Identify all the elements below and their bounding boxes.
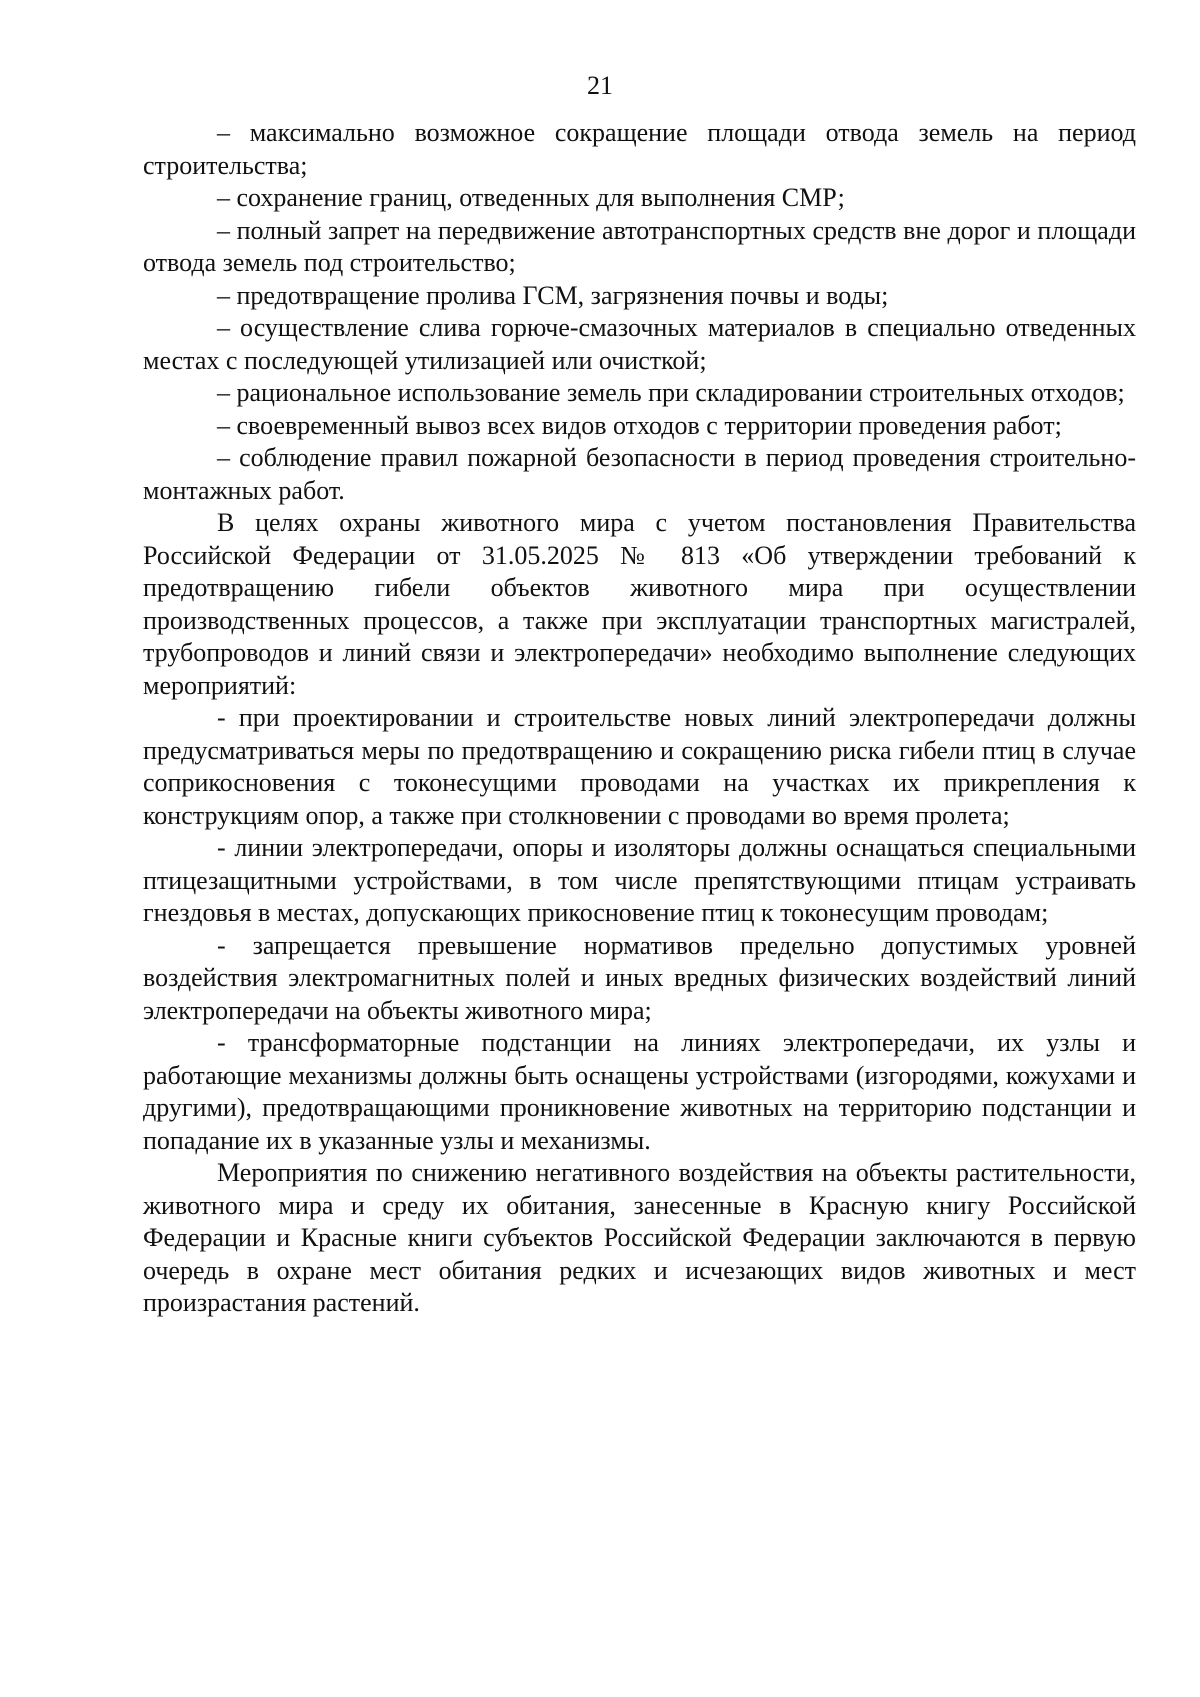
bullet-prevent-fuel-spill: – предотвращение пролива ГСМ, загрязнения почвы и воды; bbox=[217, 280, 889, 310]
bullet-preserve-boundaries: – сохранение границ, отведенных для выполнения СМР; bbox=[217, 183, 845, 212]
bullet-vehicle-ban: – полный запрет на передвижение автотранспортных средств вне дорог и площади отвода земель под строительство; bbox=[143, 215, 1136, 277]
bullet-emf-limits: - запрещается превышение нормативов предельно допустимых уровней воздействия электромагнитных полей и иных вредных физических воздействий линий электропередачи на объекты животного мира; bbox=[143, 930, 1136, 1025]
document-body bbox=[143, 117, 1136, 1320]
page-number: 21 bbox=[587, 71, 613, 100]
bullet-lubricant-drain: – осуществление слива горюче-смазочных материалов в специально отведенных местах с последующей утилизацией или очисткой; bbox=[143, 313, 1136, 375]
bullet-bird-protection-devices: - линии электропередачи, опоры и изоляторы должны оснащаться специальными птицезащитными устройствами, в том числе препятствующими птицам устраивать гнездовья в местах, допускающих прикосновение птиц к токонесущим проводам; bbox=[143, 833, 1136, 927]
red-book-measures: Мероприятия по снижению негативного воздействия на объекты растительности, животного мира и среду их обитания, занесенные в Красную книгу Российской Федерации и Красные книги субъектов Российской Федерации заключаются в первую очередь в охране мест обитания редких и исчезающих видов животных и мест произрастания растений. bbox=[143, 1158, 1136, 1317]
bullet-power-line-design: - при проектировании и строительстве новых линий электропередачи должны предусматриваться меры по предотвращению и сокращению риска гибели птиц в случае соприкосновения с токонесущими проводами на участках их прикрепления к конструкциям опор, а также при столкновении с проводами во время пролета; bbox=[143, 703, 1136, 830]
bullet-rational-land-use: – рациональное использование земель при складировании строительных отходов; bbox=[217, 378, 1125, 407]
bullet-waste-removal: – своевременный вывоз всех видов отходов с территории проведения работ; bbox=[217, 410, 1062, 440]
wildlife-protection-intro: В целях охраны животного мира с учетом постановления Правительства Российской Федерации от 31.05.2025 № 813 «Об утверждении требований к предотвращению гибели объектов животного мира при осуществлении производственных процессов, а также при эксплуатации транспортных магистралей, трубопроводов и линий связи и электропередачи» необходимо выполнение следующих мероприятий: bbox=[143, 508, 1136, 700]
bullet-reduce-land-area: – максимально возможное сокращение площади отвода земель на период строительства; bbox=[143, 118, 1136, 180]
bullet-substation-fencing: - трансформаторные подстанции на линиях электропередачи, их узлы и работающие механизмы должны быть оснащены устройствами (изгородями, кожухами и другими), предотвращающими проникновение животных на территорию подстанции и попадание их в указанные узлы и механизмы. bbox=[143, 1028, 1136, 1155]
bullet-fire-safety: – соблюдение правил пожарной безопасности в период проведения строительно-монтажных работ. bbox=[143, 443, 1136, 505]
